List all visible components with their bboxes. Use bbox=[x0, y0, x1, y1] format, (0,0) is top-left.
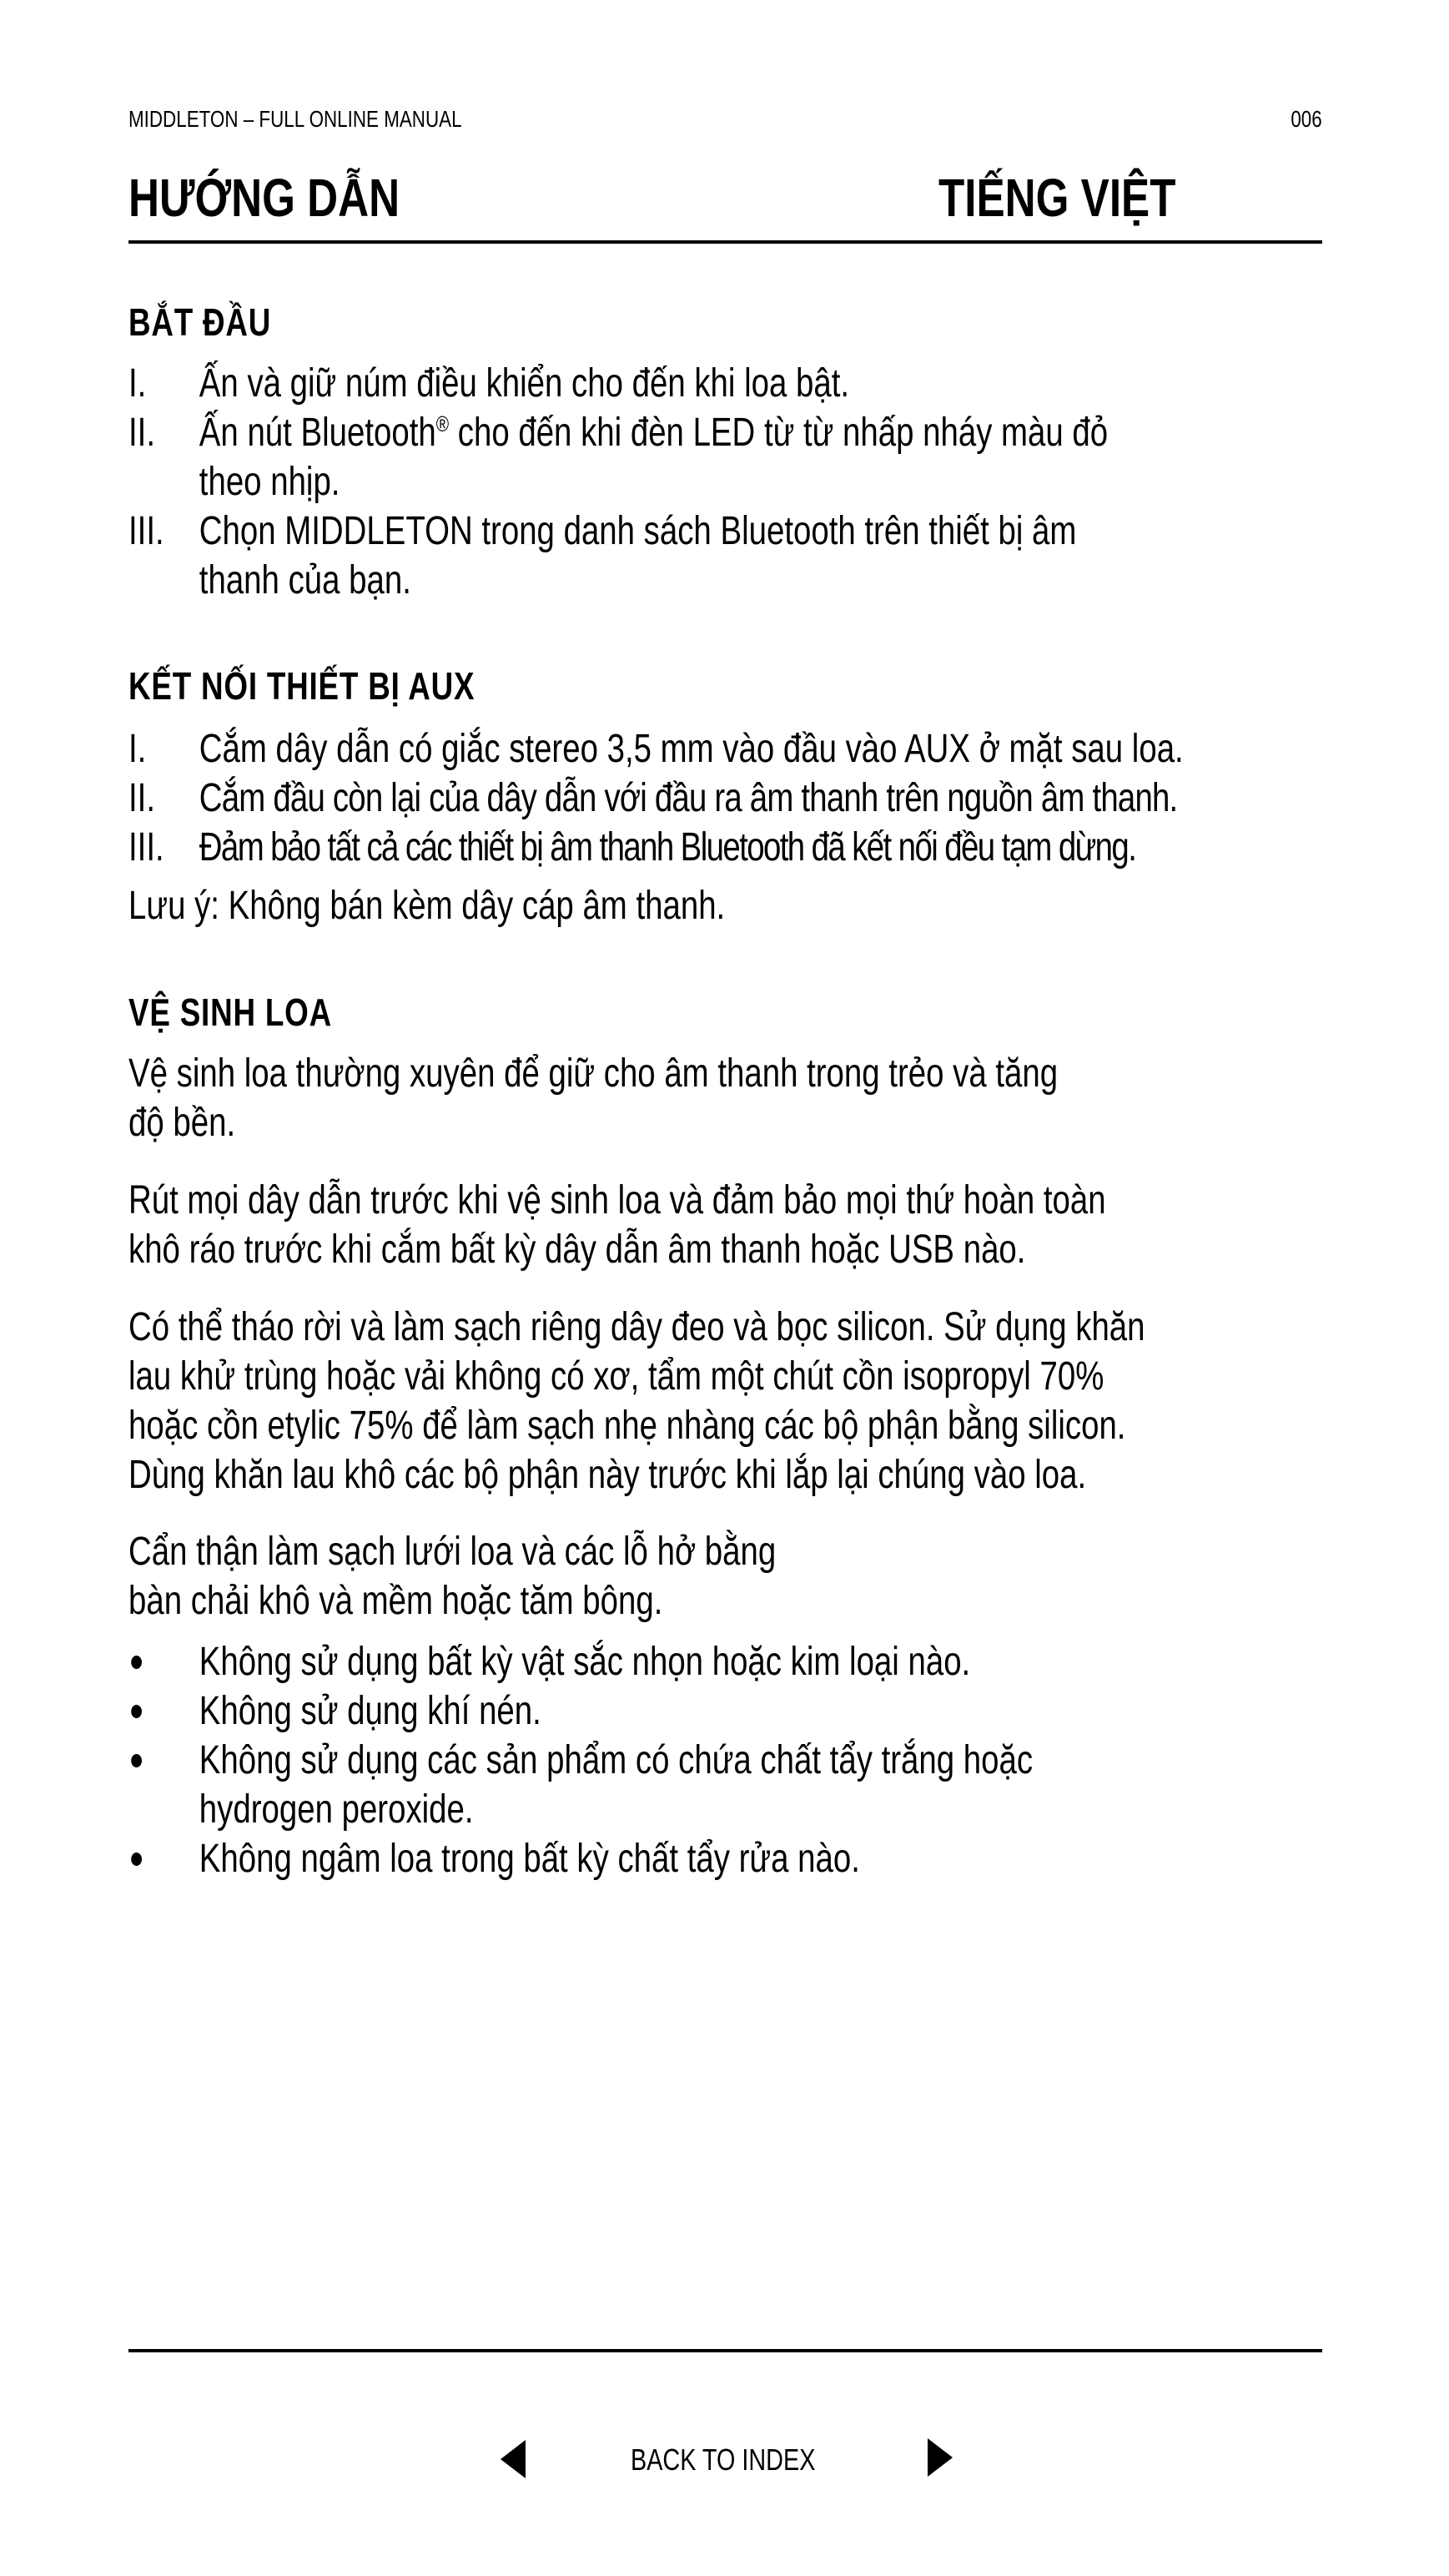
text-line: Vệ sinh loa thường xuyên để giữ cho âm thanh trong trẻo và tăng bbox=[128, 1051, 1059, 1096]
list-number: II. bbox=[128, 776, 156, 820]
list-text: Ấn nút Bluetooth bbox=[199, 411, 436, 455]
list-item bbox=[128, 774, 1330, 823]
bullet-item bbox=[128, 1637, 1330, 1686]
list-item bbox=[128, 408, 1330, 507]
text-line: hoặc cồn etylic 75% để làm sạch nhẹ nhàng các bộ phận bằng silicon. bbox=[128, 1404, 1126, 1448]
text-line: độ bền. bbox=[128, 1101, 236, 1145]
language-title: TIẾNG VIỆT bbox=[938, 168, 1176, 228]
text-line: lau khử trùng hoặc vải không có xơ, tẩm một chút cồn isopropyl 70% bbox=[128, 1354, 1104, 1399]
getting-started-list bbox=[128, 359, 1330, 605]
previous-page-icon[interactable] bbox=[501, 2440, 526, 2478]
text-line: bàn chải khô và mềm hoặc tăm bông. bbox=[128, 1579, 663, 1623]
aux-list bbox=[128, 724, 1330, 872]
section-heading-aux: KẾT NỐI THIẾT BỊ AUX bbox=[128, 664, 475, 708]
aux-note: Lưu ý: Không bán kèm dây cáp âm thanh. bbox=[128, 884, 726, 928]
list-number: I. bbox=[128, 727, 147, 771]
page-title: HƯỚNG DẪN bbox=[128, 168, 400, 228]
list-number: III. bbox=[128, 509, 164, 553]
bullet-icon bbox=[131, 1705, 142, 1718]
cleaning-paragraph bbox=[128, 1176, 1330, 1274]
list-text: cho đến khi đèn LED từ từ nhấp nháy màu đỏ bbox=[449, 411, 1109, 455]
cleaning-paragraph bbox=[128, 1527, 1330, 1626]
list-number: II. bbox=[128, 411, 156, 455]
list-item bbox=[128, 507, 1330, 605]
page-number: 006 bbox=[1291, 106, 1322, 132]
text-line: khô ráo trước khi cắm bất kỳ dây dẫn âm thanh hoặc USB nào. bbox=[128, 1228, 1026, 1272]
list-text: thanh của bạn. bbox=[199, 558, 411, 602]
title-divider bbox=[128, 240, 1322, 244]
list-text: Chọn MIDDLETON trong danh sách Bluetooth trên thiết bị âm bbox=[199, 509, 1077, 553]
list-text: Đảm bảo tất cả các thiết bị âm thanh Bluetooth đã kết nối đều tạm dừng. bbox=[199, 825, 1136, 870]
list-item bbox=[128, 823, 1330, 872]
cleaning-paragraph bbox=[128, 1049, 1330, 1147]
list-number: I. bbox=[128, 361, 147, 406]
text-line: Dùng khăn lau khô các bộ phận này trước khi lắp lại chúng vào loa. bbox=[128, 1453, 1087, 1497]
bullet-icon bbox=[131, 1656, 142, 1669]
text-line: Rút mọi dây dẫn trước khi vệ sinh loa và đảm bảo mọi thứ hoàn toàn bbox=[128, 1178, 1106, 1222]
list-text: Ấn và giữ núm điều khiển cho đến khi loa bật. bbox=[199, 361, 850, 406]
bullet-item bbox=[128, 1686, 1330, 1736]
text-line: Có thể tháo rời và làm sạch riêng dây đeo và bọc silicon. Sử dụng khăn bbox=[128, 1305, 1145, 1349]
text-line: Cẩn thận làm sạch lưới loa và các lỗ hở bằng bbox=[128, 1530, 777, 1574]
bullet-text: Không ngâm loa trong bất kỳ chất tẩy rửa nào. bbox=[199, 1837, 860, 1881]
bullet-icon bbox=[131, 1853, 142, 1866]
bullet-item bbox=[128, 1834, 1330, 1883]
back-to-index-link[interactable]: BACK TO INDEX bbox=[631, 2442, 816, 2477]
list-text: Cắm đầu còn lại của dây dẫn với đầu ra âm thanh trên nguồn âm thanh. bbox=[199, 776, 1178, 820]
list-item bbox=[128, 724, 1330, 774]
footer-divider bbox=[128, 2349, 1322, 2352]
bullet-text: Không sử dụng các sản phẩm có chứa chất tẩy trắng hoặc bbox=[199, 1738, 1034, 1782]
section-heading-getting-started: BẮT ĐẦU bbox=[128, 300, 272, 344]
bullet-icon bbox=[131, 1754, 142, 1767]
bullet-text: Không sử dụng khí nén. bbox=[199, 1689, 541, 1733]
running-title: MIDDLETON – FULL ONLINE MANUAL bbox=[128, 106, 462, 132]
next-page-icon[interactable] bbox=[928, 2438, 953, 2477]
list-text: Cắm dây dẫn có giắc stereo 3,5 mm vào đầu vào AUX ở mặt sau loa. bbox=[199, 727, 1184, 771]
list-item bbox=[128, 359, 1330, 408]
list-text: theo nhịp. bbox=[199, 460, 340, 504]
bullet-text: hydrogen peroxide. bbox=[199, 1787, 474, 1832]
section-heading-cleaning: VỆ SINH LOA bbox=[128, 991, 332, 1034]
registered-mark: ® bbox=[435, 411, 450, 436]
bullet-item bbox=[128, 1736, 1330, 1834]
bullet-text: Không sử dụng bất kỳ vật sắc nhọn hoặc kim loại nào. bbox=[199, 1640, 971, 1684]
cleaning-bullets bbox=[128, 1637, 1330, 1883]
list-number: III. bbox=[128, 825, 164, 870]
cleaning-paragraph bbox=[128, 1303, 1330, 1500]
